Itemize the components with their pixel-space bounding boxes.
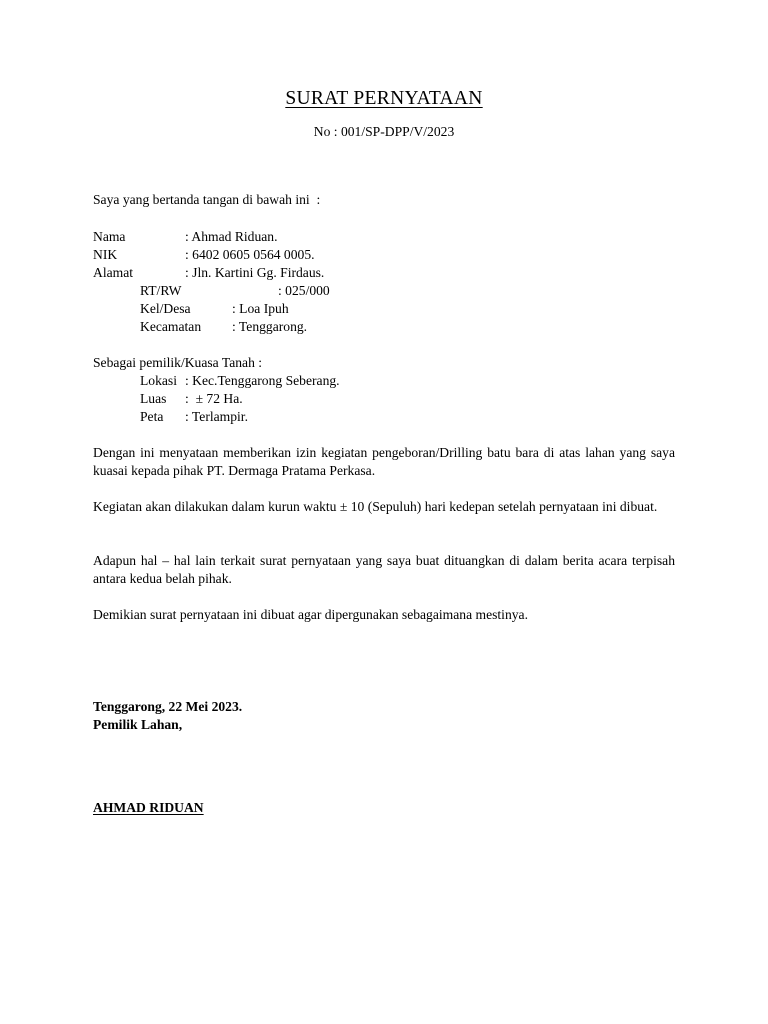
signer-role: Pemilik Lahan, [93, 717, 183, 732]
lokasi-label: Lokasi [140, 373, 177, 388]
paragraph-duration: Kegiatan akan dilakukan dalam kurun waktu ± 10 (Sepuluh) hari kedepan setelah pernyataan ini dibuat. [93, 499, 658, 514]
nama-value: : Ahmad Riduan. [185, 229, 278, 244]
rtrw-value: : 025/000 [278, 283, 330, 298]
lokasi-value: : Kec.Tenggarong Seberang. [185, 373, 340, 388]
paragraph-permission: Dengan ini menyataan memberikan izin kegiatan pengeboran/Drilling batu bara di atas lahan yang saya kuasai kepada pihak PT. Dermaga Pratama Perkasa. [93, 445, 675, 478]
paragraph-other-matters: Adapun hal – hal lain terkait surat pernyataan yang saya buat dituangkan di dalam berita acara terpisah antara kedua belah pihak. [93, 553, 675, 586]
alamat-label: Alamat [93, 265, 134, 280]
intro-text: Saya yang bertanda tangan di bawah ini : [93, 192, 321, 207]
kecamatan-label: Kecamatan [140, 319, 202, 334]
luas-label: Luas [140, 391, 167, 406]
document-title: SURAT PERNYATAAN [285, 88, 483, 109]
alamat-value: : Jln. Kartini Gg. Firdaus. [185, 265, 325, 280]
keldesa-label: Kel/Desa [140, 301, 191, 316]
peta-value: : Terlampir. [185, 409, 248, 424]
document-number: No : 001/SP-DPP/V/2023 [313, 124, 455, 139]
paragraph-closing: Demikian surat pernyataan ini dibuat agar dipergunakan sebagaimana mestinya. [93, 607, 528, 622]
nik-value: : 6402 0605 0564 0005. [185, 247, 315, 262]
nama-label: Nama [93, 229, 126, 244]
keldesa-value: : Loa Ipuh [232, 301, 289, 316]
luas-value: : ± 72 Ha. [185, 391, 243, 406]
signer-name: AHMAD RIDUAN [93, 800, 204, 815]
peta-label: Peta [140, 409, 164, 424]
place-date: Tenggarong, 22 Mei 2023. [93, 699, 243, 714]
owner-intro: Sebagai pemilik/Kuasa Tanah : [93, 355, 263, 370]
nik-label: NIK [93, 247, 118, 262]
kecamatan-value: : Tenggarong. [232, 319, 308, 334]
rtrw-label: RT/RW [140, 283, 182, 298]
